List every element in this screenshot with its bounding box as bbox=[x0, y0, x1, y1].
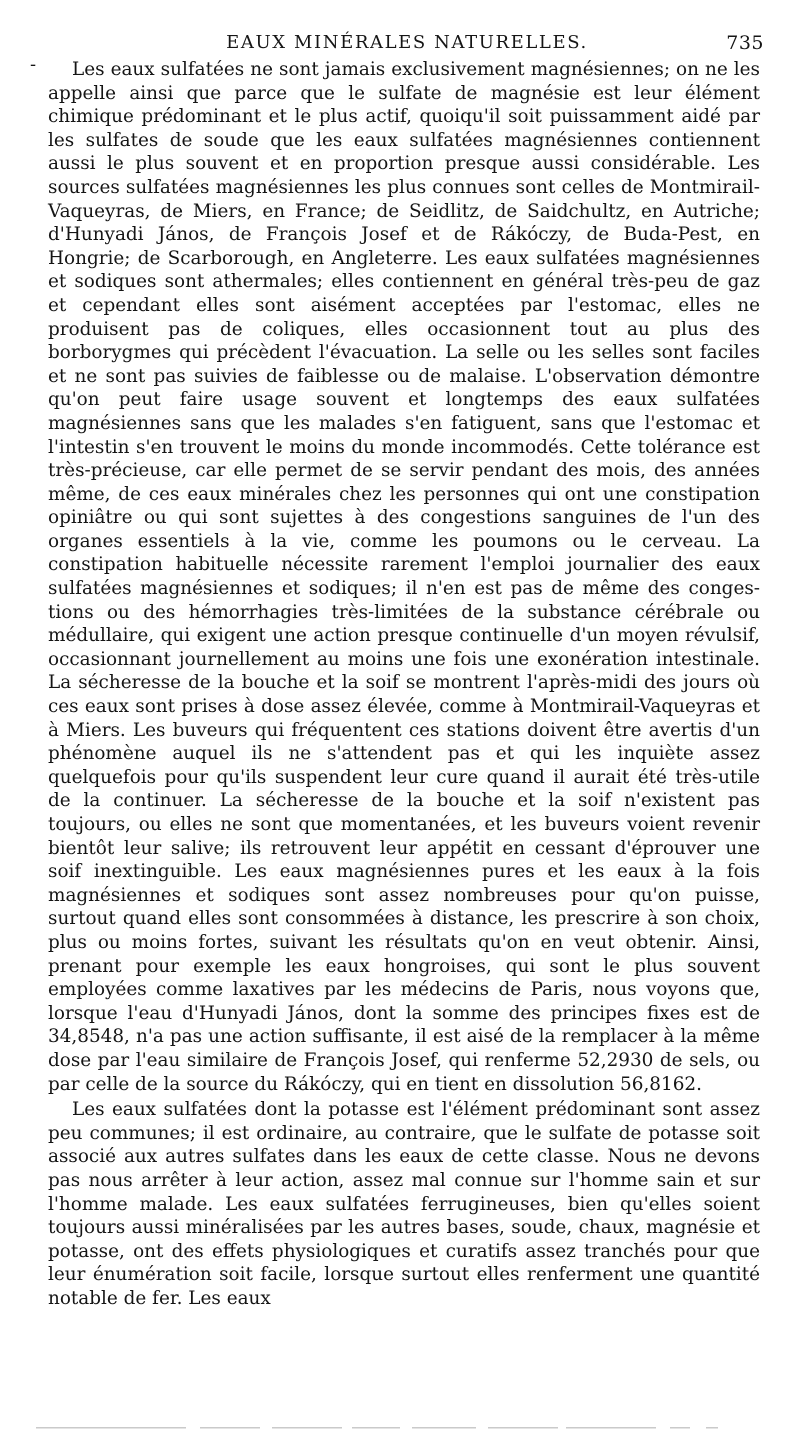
page-number: 735 bbox=[726, 32, 764, 54]
margin-mark: - bbox=[30, 54, 37, 75]
footer-dotted-rule bbox=[0, 1420, 800, 1434]
running-header bbox=[48, 28, 764, 58]
body-text bbox=[48, 58, 760, 1310]
paragraph-potash-and-ferruginous-waters: Les eaux sulfatées dont la potasse est l'élément prédominant sont assez peu communes; il est ordinaire, au contraire, que le sulfate de potasse soit associé aux autres sulfates dans les eaux de cette classe. Nous ne devons pas nous arrêter à leur action, assez mal connue sur l'homme sain et sur l'homme malade. Les eaux sulfatées ferrugineuses, bien qu'elles soient toujours aussi minéralisées par les autres bases, soude, chaux, magnésie et potasse, ont des effets physiologiques et curatifs assez tranchés pour que leur énumération soit facile, lorsque surtout elles renferment une quantité notable de fer. Les eaux bbox=[48, 1099, 760, 1309]
running-title: EAUX MINÉRALES NATURELLES. bbox=[226, 32, 588, 53]
paragraph-sulfated-magnesian-waters: Les eaux sulfatées ne sont jamais exclusivement magnésiennes; on ne les appelle ainsi que parce que le sulfate de magnésie est leur élément chimique prédominant et le plus actif, quoiqu'il soit puissamment aidé par les sulfates de soude que les eaux sulfatées magnésiennes contiennent aussi le plus souvent et en proportion presque aussi considérable. Les sources sulfatées magnésiennes les plus connues sont celles de Montmirail-Vaqueyras, de Miers, en France; de Seidlitz, de Saidchultz, en Autriche; d'Hunyadi János, de François Josef et de Rákóczy, de Buda-Pest, en Hongrie; de Scarborough, en Angleterre. Les eaux sulfatées magnésiennes et sodiques sont athermales; elles contiennent en général très-peu de gaz et cependant elles sont aisément acceptées par l'estomac, elles ne produisent pas de coliques, elles occasionnent tout au plus des borborygmes qui précèdent l'évacuation. La selle ou les selles sont faciles et ne sont pas suivies de faiblesse ou de malaise. L'observation démontre qu'on peut faire usage souvent et longtemps des eaux sulfatées magnésiennes sans que les malades s'en fatiguent, sans que l'estomac et l'intestin s'en trouvent le moins du monde incommodés. Cette tolérance est très-précieuse, car elle permet de se servir pendant des mois, des années même, de ces eaux minérales chez les personnes qui ont une constipation opiniâtre ou qui sont sujettes à des congestions sanguines de l'un des organes essentiels à la vie, comme les poumons ou le cerveau. La constipation habituelle nécessite rarement l'emploi journalier des eaux sulfatées magnésiennes et sodiques; il n'en est pas de même des congestions ou des hémorrhagies très-limitées de la substance cérébrale ou médullaire, qui exigent une action presque continuelle d'un moyen révulsif, occasionnant journellement au moins une fois une exonération intestinale. La sécheresse de la bouche et la soif se montrent l'après-midi des jours où ces eaux sont prises à dose assez élevée, comme à Montmirail-Vaqueyras et à Miers. Les buveurs qui fréquentent ces stations doivent être avertis d'un phénomène auquel ils ne s'attendent pas et qui les inquiète assez quelquefois pour qu'ils suspendent leur cure quand il aurait été très-utile de la continuer. La sécheresse de la bouche et la soif n'existent pas toujours, ou elles ne sont que momentanées, et les buveurs voient revenir bientôt leur salive; ils retrouvent leur appétit en cessant d'éprouver une soif inextinguible. Les eaux magnésiennes pures et les eaux à la fois magnésiennes et sodiques sont assez nombreuses pour qu'on puisse, surtout quand elles sont consommées à distance, les prescrire à son choix, plus ou moins fortes, suivant les résultats qu'on en veut obtenir. Ainsi, prenant pour exemple les eaux hongroises, qui sont le plus souvent employées comme laxatives par les médecins de Paris, nous voyons que, lorsque l'eau d'Hunyadi János, dont la somme des principes fixes est de 34,8548, n'a pas une action suffisante, il est aisé de la remplacer à la même dose par l'eau similaire de François Josef, qui renferme 52,2930 de sels, ou par celle de la source du Rákóczy, qui en tient en dissolution 56,8162. bbox=[48, 59, 760, 1095]
book-page bbox=[48, 28, 764, 1310]
